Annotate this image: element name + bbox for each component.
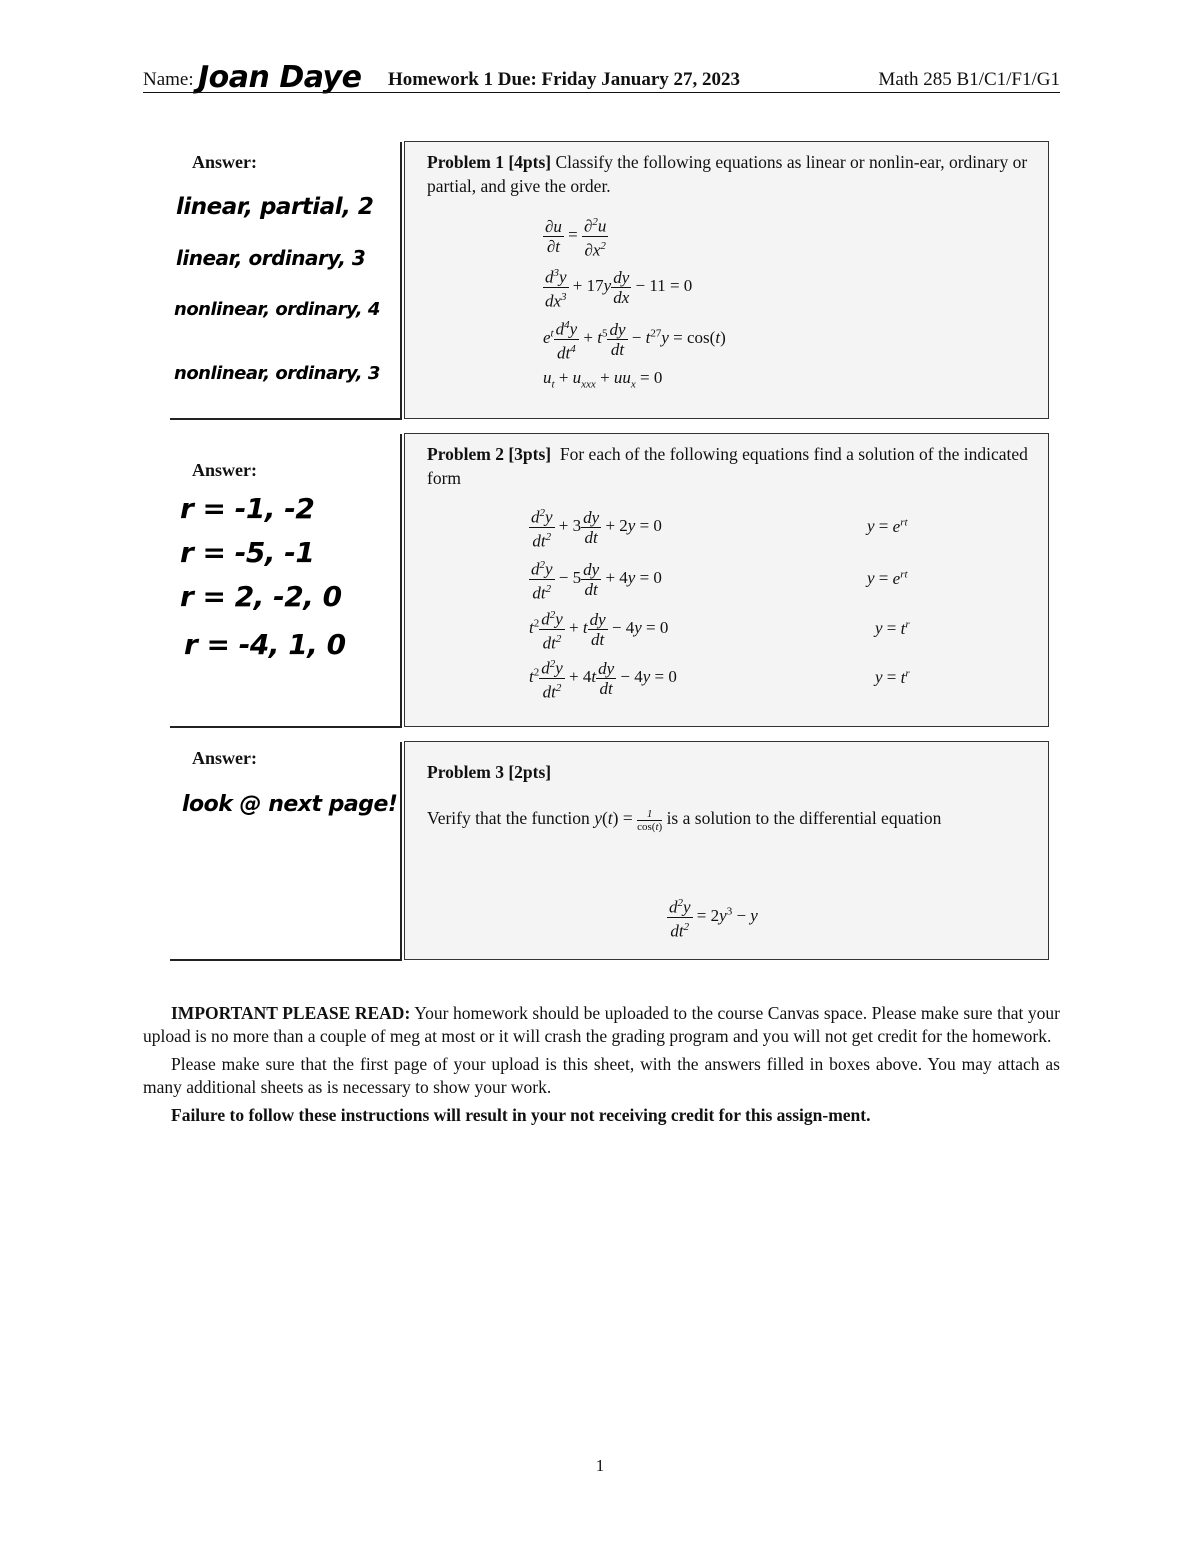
problem-box-3 [404, 741, 1049, 960]
answer-line: look @ next page! [182, 792, 398, 817]
equation: $u_t + u_{xxx} + uu_x = 0$ [543, 368, 663, 391]
answer-line: r = -4, 1, 0 [184, 628, 346, 661]
instructions-warning [143, 1104, 1060, 1127]
problem-statement: Verify that the function y(t) = $\frac{1}{\cos(t)}$ is a solution to the differential equation [427, 808, 942, 833]
answer-line: linear, partial, 2 [176, 194, 374, 220]
homework-title: Homework 1 Due: Friday January 27, 2023 [388, 69, 741, 90]
answer-line: r = 2, -2, 0 [180, 580, 342, 613]
instructions [143, 1002, 1060, 1132]
important-lead: IMPORTANT PLEASE READ: [171, 1003, 411, 1023]
equation: $e^t$ $\frac{d^4y}{dt^4}$ + $t^5$ $\frac{dy}{dt}$ − $t^{27}y = \cos(t)$ [543, 316, 726, 362]
equation: $\frac{d^2y}{dt^2}$ + 3 $\frac{dy}{dt}$ + 2y = 0 [529, 504, 662, 550]
problem-points: [2pts] [508, 762, 552, 782]
answer-box-2[interactable] [170, 434, 402, 728]
answer-line: nonlinear, ordinary, 3 [174, 363, 380, 384]
answer-label: Answer: [192, 460, 257, 480]
solution-form: $y = e^{rt}$ [867, 516, 908, 536]
course-code: Math 285 B1/C1/F1/G1 [878, 69, 1060, 90]
instructions-paragraph [143, 1002, 1060, 1048]
solution-form: $y = t^r$ [875, 667, 910, 687]
equation: $t^2$ $\frac{d^2y}{dt^2}$ + t $\frac{dy}{dt}$ − 4y = 0 [529, 606, 668, 652]
problem-box-2 [404, 433, 1049, 727]
answer-line: r = -5, -1 [180, 536, 315, 569]
equation: $\frac{\partial u}{\partial t}$ = $\frac{\partial^2u}{\partial x^2}$ [543, 213, 608, 259]
problem-title: Problem 3 [427, 762, 504, 782]
answer-label: Answer: [192, 748, 257, 768]
student-name-handwritten: Joan Daye [198, 60, 362, 95]
problem-statement [427, 150, 1032, 198]
solution-form: $y = e^{rt}$ [867, 568, 908, 588]
page-header [143, 60, 1060, 95]
instructions-text: Your homework should be uploaded to the course Canvas space. Please make sure that your upload is no more than a couple of meg at most or it will crash the grading program and you will not get credit for the homework. [143, 1003, 1060, 1046]
problem-points: [4pts] [508, 152, 552, 172]
problem-statement [427, 442, 1032, 490]
problem-box-1 [404, 141, 1049, 419]
problem-prompt-after: is a solution to the differential equation [666, 808, 942, 828]
problem-prompt-before: Verify that the function [427, 808, 590, 828]
name-label: Name: [143, 69, 194, 90]
equation: $\frac{d^2y}{dt^2}$ − 5 $\frac{dy}{dt}$ + 4y = 0 [529, 556, 662, 602]
problem-title: Problem 1 [427, 152, 504, 172]
warning-text: Failure to follow these instructions will result in your not receiving credit for this assign-ment. [171, 1105, 871, 1125]
answer-line: r = -1, -2 [180, 492, 315, 525]
answer-label: Answer: [192, 152, 257, 172]
problem-points: [3pts] [508, 444, 552, 464]
answer-line: nonlinear, ordinary, 4 [174, 299, 380, 320]
answer-box-3[interactable] [170, 742, 402, 961]
problem-prompt: For each of the following equations find a solution of the indicated form [427, 444, 1028, 488]
solution-form: $y = t^r$ [875, 618, 910, 638]
page-number: 1 [595, 1456, 605, 1475]
equation: $t^2$ $\frac{d^2y}{dt^2}$ + 4t $\frac{dy}{dt}$ − 4y = 0 [529, 655, 677, 701]
equation: $\frac{d^3y}{dx^3}$ + 17y $\frac{dy}{dx}$ − 11 = 0 [543, 264, 692, 310]
answer-line: linear, ordinary, 3 [176, 246, 366, 270]
answer-box-1[interactable] [170, 142, 402, 420]
problem-title-line [427, 760, 551, 784]
problem-prompt: Classify the following equations as linear or nonlin-ear, ordinary or partial, and give the order. [427, 152, 1028, 196]
problem-title: Problem 2 [427, 444, 504, 464]
instructions-paragraph: Please make sure that the first page of your upload is this sheet, with the answers filled in boxes above. You may attach as many additional sheets as is necessary to show your work. [143, 1054, 1060, 1097]
header-rule [143, 92, 1060, 93]
equation: $\frac{d^2y}{dt^2}$ = $2y^3 - y$ [667, 894, 758, 940]
